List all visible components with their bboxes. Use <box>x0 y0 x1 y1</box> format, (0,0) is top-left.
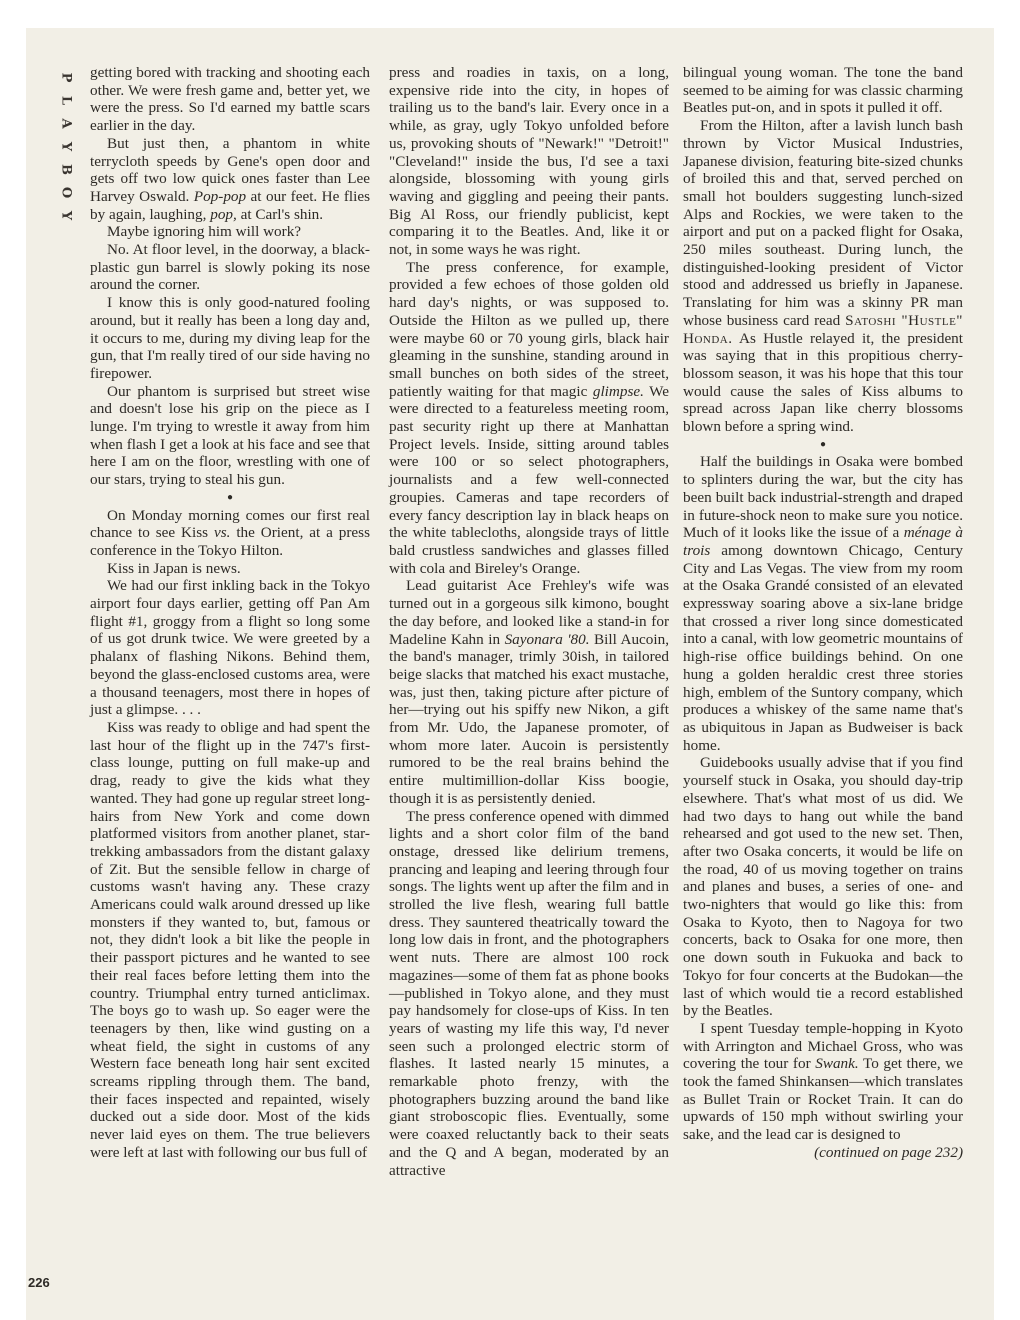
col2-paragraph-3: Lead guitarist Ace Frehley's wife was turned out in a gorgeous silk kimono, bought the day before, and looked like a stand-in for Madeline Kahn in Sayonara '80. Bill Aucoin, the band's manager, trimly 30ish, in tailored beige slacks that matched his exact mustache, was, just then, taking picture after picture of her—trying out his spiffy new Nikon, a gift from Mr. Udo, the Japanese promoter, of whom more later. Aucoin is persistently rumored to be the real brains behind the entire multimillion-dollar Kiss boogie, though it is as persistently denied. <box>389 577 669 807</box>
column-3 <box>683 64 963 1162</box>
col3-paragraph-5: I spent Tuesday temple-hopping in Kyoto with Arrington and Michael Gross, who was covering the tour for Swank. To get there, we took the famed Shinkansen—which translates as Bullet Train or Rocket Train. It can do upwards of 150 mph without swirling your sake, and the lead car is designed to <box>683 1019 963 1144</box>
section-divider-dot: ● <box>819 438 827 450</box>
col1-paragraph-5: I know this is only good-natured fooling around, but it really has been a long day and, it occurs to me, during my diving leap for the gun, that I'm really tired of our side having no firepower. <box>90 294 370 382</box>
col1-paragraph-8: Kiss in Japan is news. <box>107 559 241 577</box>
col1-paragraph-3: Maybe ignoring him will work? <box>107 223 302 241</box>
col3-paragraph-3: Half the buildings in Osaka were bombed to splinters during the war, but the city has been built back industrial-strength and draped in future-shock neon to make sure you notice. Much of it looks like the issue of a ménage à trois among downtown Chicago, Century City and Las Vegas. The view from my room at the Osaka Grandé consisted of an elevated expressway soaring above a six-lane bridge that crossed a river long since domesticated into a canal, with low geometric mountains of high-rise office buildings behind. On one hung a golden heraldic crest three stories high, emblem of the Suntory company, which produces a whiskey of the same name that's as ubiquitous in Japan as Budweiser is back home. <box>683 453 964 754</box>
masthead-letter: L <box>58 95 74 106</box>
column-1 <box>90 64 370 1162</box>
page-number: 226 <box>28 1275 50 1290</box>
continued-on-page[interactable]: (continued on page 232) <box>814 1143 963 1161</box>
col1-paragraph-9: We had our first inkling back in the Tokyo airport four days earlier, getting off Pan Am flight #1, groggy from a flight so long some of us got drunk twice. We were greeted by a phalanx of flashing Nikons. Behind them, beyond the glass-enclosed customs area, were a thousand teenagers, most there in hopes of just a glimpse. . . . <box>90 577 370 719</box>
column-2 <box>389 64 669 1179</box>
col1-paragraph-2: But just then, a phantom in white terrycloth speeds by Gene's open door and gets off two low quick ones faster than Lee Harvey Oswald. Pop-pop at our feet. He flies by again, laughing, pop, at Carl's shin. <box>90 134 370 223</box>
col2-paragraph-4: The press conference opened with dimmed lights and a short color film of the band onstage, dressed like delirium tremens, prancing and leaping and leering through four songs. The lights went up after the film and in strolled the live flesh, wearing full battle dress. They sauntered theatrically toward the long low dais in front, and the photographers went nuts. There are almost 100 rock magazines—some of them fat as phone books—published in Tokyo alone, and they must pay handsomely for close-ups of Kiss. In ten years of wasting my life this way, I'd never seen such a prolonged electric storm of flashes. It lasted nearly 15 minutes, a remarkable photo frenzy, with the photographers buzzing around the band like giant stroboscopic flies. Eventually, some were coaxed reluctantly back to their seats and the Q and A began, moderated by an attractive <box>389 807 669 1179</box>
playboy-masthead <box>56 66 76 227</box>
col1-paragraph-6: Our phantom is surprised but street wise and doesn't lose his grip on the piece as I lunge. I'm trying to wrestle it away from him when flash I get a look at his face and see that here I am on the floor, wrestling with one of our stars, trying to steal his gun. <box>90 382 370 489</box>
col1-paragraph-4: No. At floor level, in the doorway, a black-plastic gun barrel is slowly poking its nose around the corner. <box>90 241 370 294</box>
masthead-letter: P <box>58 72 74 83</box>
masthead-letter: Y <box>58 210 74 221</box>
masthead-letter: O <box>58 186 74 199</box>
col3-paragraph-2: From the Hilton, after a lavish lunch bash thrown by Victor Musical Industries, Japanese division, featuring bite-sized chunks of broiled this and that, served perched on small hot boulders suggesting lunch-sized Alps and Rockies, we were taken to the airport and put on a packed flight for Osaka, 250 miles southeast. During lunch, the distinguished-looking president of Victor stood and addressed us briefly in Japanese. Translating for him was a skinny PR man whose business card read Satoshi "Hustle" Honda. As Hustle relayed it, the president was saying that in this propitious cherry-blossom season, it was his hope that this tour would cause the sales of Kiss albums to spread across Japan like cherry blossoms blown before a spring wind. <box>683 117 964 436</box>
col1-paragraph-1: getting bored with tracking and shooting each other. We were fresh game and, better yet, we were the press. So I'd earned my battle scars earlier in the day. <box>90 64 370 135</box>
col2-paragraph-2: The press conference, for example, provided a few echoes of those golden old hard day's nights, or was supposed to. Outside the Hilton as we pulled up, there were maybe 60 or 70 young girls, black hair gleaming in the sunshine, standing around in small bunches on both sides of the street, patiently waiting for that magic glimpse. We were directed to a featureless meeting room, past security right up there at Manhattan Project levels. Inside, sitting around tables were 100 or so select photographers, journalists and a few well-connected groupies. Cameras and tape recorders of every fancy description lay in black heaps on the white tablecloths, alongside trays of little bald crustless sandwiches and glasses filled with cola and Bireley's Orange. <box>389 258 669 577</box>
masthead-letter: Y <box>58 141 74 152</box>
magazine-page <box>26 28 994 1320</box>
col1-paragraph-10: Kiss was ready to oblige and had spent the last hour of the flight up in the 747's first-class lounge, putting on full make-up and drag, ready to give the kids what they wanted. They had gone up regular street long-hairs from New York and come down platformed visitors from another planet, star-trekking ambassadors from the distant galaxy of Zit. But the sensible fellow in charge of customs wasn't having any. These crazy Americans could walk around dressed up like monsters if they wanted to, but, famous or not, they didn't look a bit like the people in their passport pictures and he wanted to see their real faces before letting them into the country. Triumphal entry turned anticlimax. The boys go to wash up. So eager were the teenagers by then, like wind gusting on a wheat field, the sight in customs of any Western face beneath long hair sent excited screams rippling through them. The band, their faces inspected and repainted, wisely ducked out a side door. Most of the kids never laid eyes on them. The true believers were left at last with following our bus full of <box>90 719 370 1161</box>
col3-paragraph-4: Guidebooks usually advise that if you find yourself stuck in Osaka, you should day-trip elsewhere. That's what most of us did. We had two days to hang out while the band rehearsed and got used to the new set. Then, after two Osaka concerts, it would be life on the road, 40 of us moving together on trains and planes and buses, a series of one- and two-nighters that would go like this: from Osaka to Kyoto, then to Nagoya for two concerts, back to Osaka for one more, then one down south in Fukuoka and back to Tokyo for four concerts at the Budokan—the last of which would tie a record established by the Beatles. <box>683 754 963 1020</box>
masthead-letter: B <box>58 164 74 175</box>
col1-paragraph-7: On Monday morning comes our first real chance to see Kiss vs. the Orient, at a press conference in the Tokyo Hilton. <box>90 506 370 559</box>
masthead-letter: A <box>58 118 74 129</box>
section-divider-dot: ● <box>226 491 234 503</box>
col2-paragraph-1: press and roadies in taxis, on a long, expensive ride into the city, in hopes of trailing us to the band's lair. Every once in a while, as gray, ugly Tokyo unfolded before us, provoking shouts of "Newark!" "Detroit!" "Cleveland!" inside the bus, I'd see a taxi alongside, blossoming with young girls waving and giggling and peeing their pants. Big Al Ross, our friendly publicist, kept comparing it to the Beatles. And, like it or not, in some ways he was right. <box>389 64 669 259</box>
col3-paragraph-1: bilingual young woman. The tone the band seemed to be aiming for was classic charming Beatles put-on, and in spots it pulled it off. <box>683 64 963 117</box>
